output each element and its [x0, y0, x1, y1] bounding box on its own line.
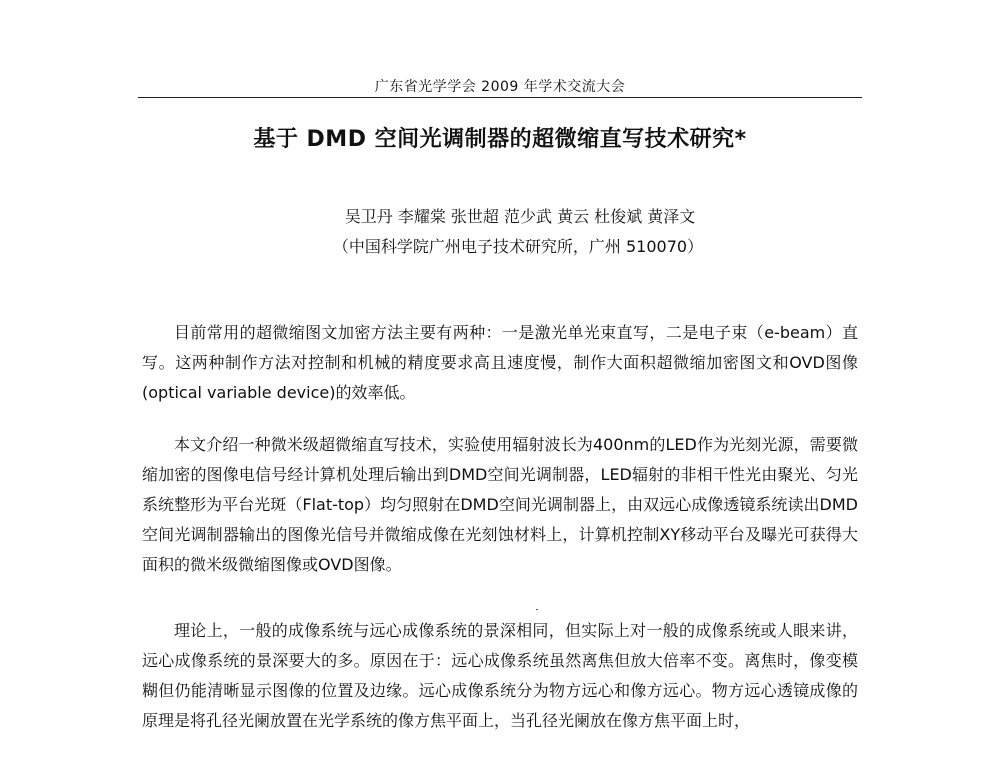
scan-speck — [536, 609, 538, 610]
body-paragraph-1: 目前常用的超微缩图文加密方法主要有两种：一是激光单光束直写，二是电子束（e-beam）直写。这两种制作方法对控制和机械的精度要求高且速度慢，制作大面积超微缩加密图文和OVD图像(optical variable device)的效率低。 — [142, 323, 858, 402]
paper-authors: 吴卫丹 李耀棠 张世超 范少武 黄云 杜俊斌 黄泽文 — [344, 207, 696, 226]
conference-header: 广东省光学学会 2009 年学术交流大会 — [374, 79, 626, 95]
header-rule — [138, 97, 862, 98]
paper-affiliation: （中国科学院广州电子技术研究所，广州 510070） — [332, 237, 704, 256]
body-paragraph-3: 理论上，一般的成像系统与远心成像系统的景深相同，但实际上对一般的成像系统或人眼来讲，远心成像系统的景深要大的多。原因在于：远心成像系统虽然离焦但放大倍率不变。离焦时，像变模糊但仍能清晰显示图像的位置及边缘。远心成像系统分为物方远心和像方远心。物方远心透镜成像的原理是将孔径光阑放置在光学系统的像方焦平面上，当孔径光阑放在像方焦平面上时， — [142, 621, 858, 730]
body-paragraph-2: 本文介绍一种微米级超微缩直写技术，实验使用辐射波长为400nm的LED作为光刻光源，需要微缩加密的图像电信号经计算机处理后输出到DMD空间光调制器，LED辐射的非相干性光由聚光、匀光系统整形为平台光斑（Flat-top）均匀照射在DMD空间光调制器上，由双远心成像透镜系统读出DMD空间光调制器输出的图像光信号并微缩成像在光刻蚀材料上，计算机控制XY移动平台及曝光可获得大面积的微米级微缩图像或OVD图像。 — [142, 435, 858, 574]
paper-title: 基于 DMD 空间光调制器的超微缩直写技术研究* — [253, 127, 747, 152]
